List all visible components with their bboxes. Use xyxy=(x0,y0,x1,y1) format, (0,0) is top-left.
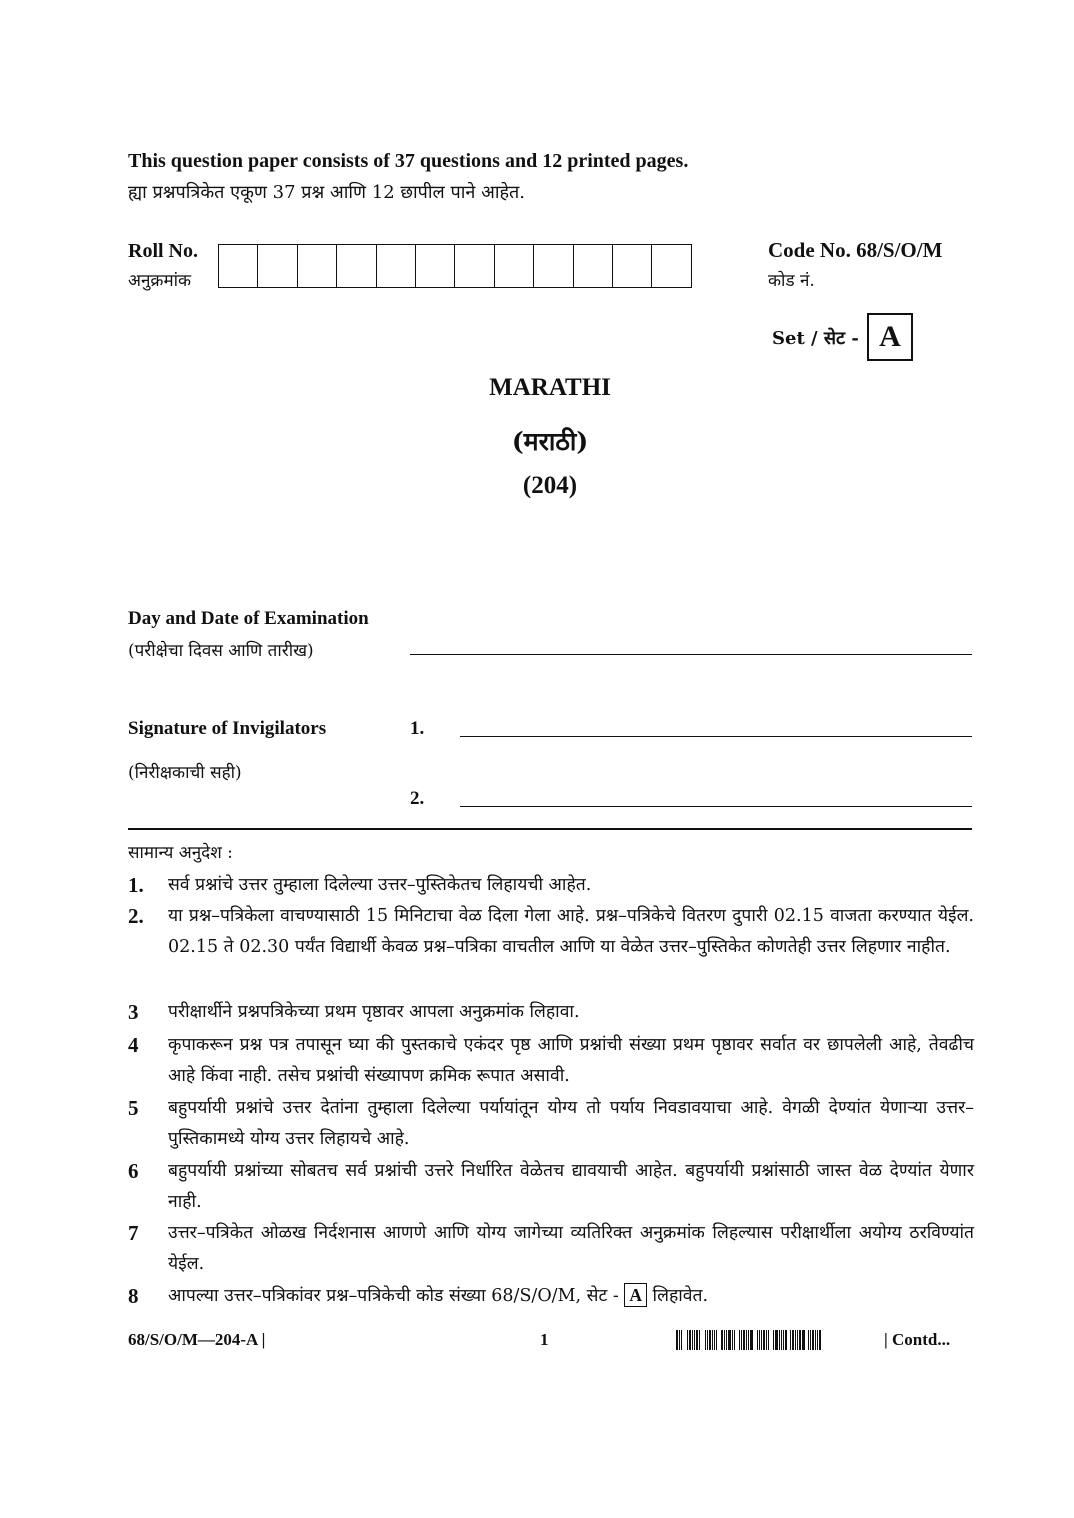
code-number: Code No. 68/S/O/M xyxy=(768,238,943,262)
instruction-item xyxy=(128,1030,974,1092)
roll-digit-box[interactable] xyxy=(613,245,652,287)
invigilator-signature-line-1[interactable] xyxy=(460,736,972,737)
instruction-8-text-pre: आपल्या उत्तर–पत्रिकांवर प्रश्न–पत्रिकेची कोड संख्या 68/S/O/M, सेट - xyxy=(168,1286,619,1306)
roll-digit-box[interactable] xyxy=(455,245,494,287)
instruction-item xyxy=(128,1281,974,1312)
subject-title-marathi: (मराठी) xyxy=(511,427,589,456)
roll-no-label: Roll No. xyxy=(128,240,198,262)
instruction-number: 6 xyxy=(128,1159,139,1183)
exam-date-label: Day and Date of Examination xyxy=(128,608,369,629)
roll-digit-box[interactable] xyxy=(219,245,258,287)
exam-date-line[interactable] xyxy=(410,654,972,655)
paper-info-marathi: ह्या प्रश्नपत्रिकेत एकूण 37 प्रश्न आणि 12 छापील पाने आहेत. xyxy=(128,182,526,203)
instruction-number: 2. xyxy=(128,904,144,928)
instruction-number: 8 xyxy=(128,1284,139,1308)
instruction-item xyxy=(128,1156,974,1218)
instruction-item xyxy=(128,997,974,1028)
instruction-number: 4 xyxy=(128,1033,139,1057)
instruction-item xyxy=(128,870,974,901)
instruction-text: परीक्षार्थीने प्रश्नपत्रिकेच्या प्रथम पृष्ठावर आपला अनुक्रमांक लिहावा. xyxy=(168,1002,580,1022)
instruction-text: बहुपर्यायी प्रश्नांचे उत्तर देतांना तुम्हाला दिलेल्या पर्यायांतून योग्य तो पर्याय निवडावयाचा आहे. वेगळी देण्यांत येणाऱ्या उत्तर–पुस्तिकामध्ये योग्य उत्तर लिहायचे आहे. xyxy=(168,1098,974,1149)
instruction-text: कृपाकरून प्रश्न पत्र तपासून घ्या की पुस्तकाचे एकंदर पृष्ठ आणि प्रश्नांची संख्या प्रथम पृष्ठावर सर्वात वर छापलेली आहे, तेवढीच आहे किंवा नाही. तसेच प्रश्नांची संख्यापण क्रमिक रूपात असावी. xyxy=(168,1035,975,1086)
invigilator-signature-label-marathi: (निरीक्षकाची सही) xyxy=(128,763,242,783)
roll-digit-box[interactable] xyxy=(337,245,376,287)
invigilator-signature-label: Signature of Invigilators xyxy=(128,718,327,739)
instruction-number: 3 xyxy=(128,1000,139,1024)
set-label: Set / सेट - xyxy=(772,328,859,349)
set-code-box: A xyxy=(624,1283,647,1307)
paper-info-english: This question paper consists of 37 questions and 12 printed pages. xyxy=(128,150,689,172)
instruction-text: या प्रश्न–पत्रिकेला वाचण्यासाठी 15 मिनिटाचा वेळ दिला गेला आहे. प्रश्न–पत्रिकेचे वितरण दुपारी 02.15 वाजता करण्यात येईल. 02.15 ते 02.30 पर्यंत विद्यार्थी केवळ प्रश्न–पत्रिका वाचतील आणि या वेळेत उत्तर–पुस्तिकेत कोणतेही उत्तर लिहणार नाहीत. xyxy=(168,906,974,957)
roll-number-boxes[interactable] xyxy=(218,244,692,288)
general-instructions-title: सामान्य अनुदेश : xyxy=(128,843,233,863)
invigilator-number-1: 1. xyxy=(410,718,425,739)
exam-date-label-marathi: (परीक्षेचा दिवस आणि तारीख) xyxy=(128,641,314,661)
instruction-text xyxy=(168,1281,974,1312)
invigilator-number-2: 2. xyxy=(410,788,425,809)
instruction-number: 5 xyxy=(128,1096,139,1120)
footer-contd: | Contd... xyxy=(884,1330,951,1349)
set-value-box: A xyxy=(867,313,913,361)
page-number: 1 xyxy=(540,1330,549,1349)
instruction-text: बहुपर्यायी प्रश्नांच्या सोबतच सर्व प्रश्नांची उत्तरे निर्धारित वेळेतच द्यावयाची आहेत. बहुपर्यायी प्रश्नांसाठी जास्त वेळ देण्यांत येणार नाही. xyxy=(168,1161,974,1212)
roll-digit-box[interactable] xyxy=(416,245,455,287)
footer-paper-code: 68/S/O/M—204-A | xyxy=(128,1330,266,1349)
subject-title: MARATHI xyxy=(489,374,611,401)
instruction-number: 7 xyxy=(128,1221,139,1245)
barcode-icon xyxy=(676,1330,868,1350)
roll-digit-box[interactable] xyxy=(258,245,297,287)
instruction-number: 1. xyxy=(128,873,144,897)
subject-code: (204) xyxy=(522,472,578,499)
code-label-marathi: कोड नं. xyxy=(768,271,815,291)
instruction-item xyxy=(128,1218,974,1280)
roll-digit-box[interactable] xyxy=(377,245,416,287)
instruction-8-text-post: लिहावेत. xyxy=(652,1286,709,1306)
section-divider xyxy=(128,828,972,830)
instruction-item xyxy=(128,901,974,963)
roll-digit-box[interactable] xyxy=(298,245,337,287)
instruction-item xyxy=(128,1093,974,1155)
invigilator-signature-line-2[interactable] xyxy=(460,806,972,807)
roll-digit-box[interactable] xyxy=(574,245,613,287)
instruction-text: सर्व प्रश्नांचे उत्तर तुम्हाला दिलेल्या उत्तर–पुस्तिकेतच लिहायची आहेत. xyxy=(168,875,592,895)
roll-digit-box[interactable] xyxy=(652,245,690,287)
roll-digit-box[interactable] xyxy=(495,245,534,287)
instruction-text: उत्तर–पत्रिकेत ओळख निर्दशनास आणणे आणि योग्य जागेच्या व्यतिरिक्त अनुक्रमांक लिहल्यास परीक्षार्थीला अयोग्य ठरविण्यांत येईल. xyxy=(168,1223,974,1274)
roll-no-label-marathi: अनुक्रमांक xyxy=(128,271,192,291)
roll-digit-box[interactable] xyxy=(534,245,573,287)
